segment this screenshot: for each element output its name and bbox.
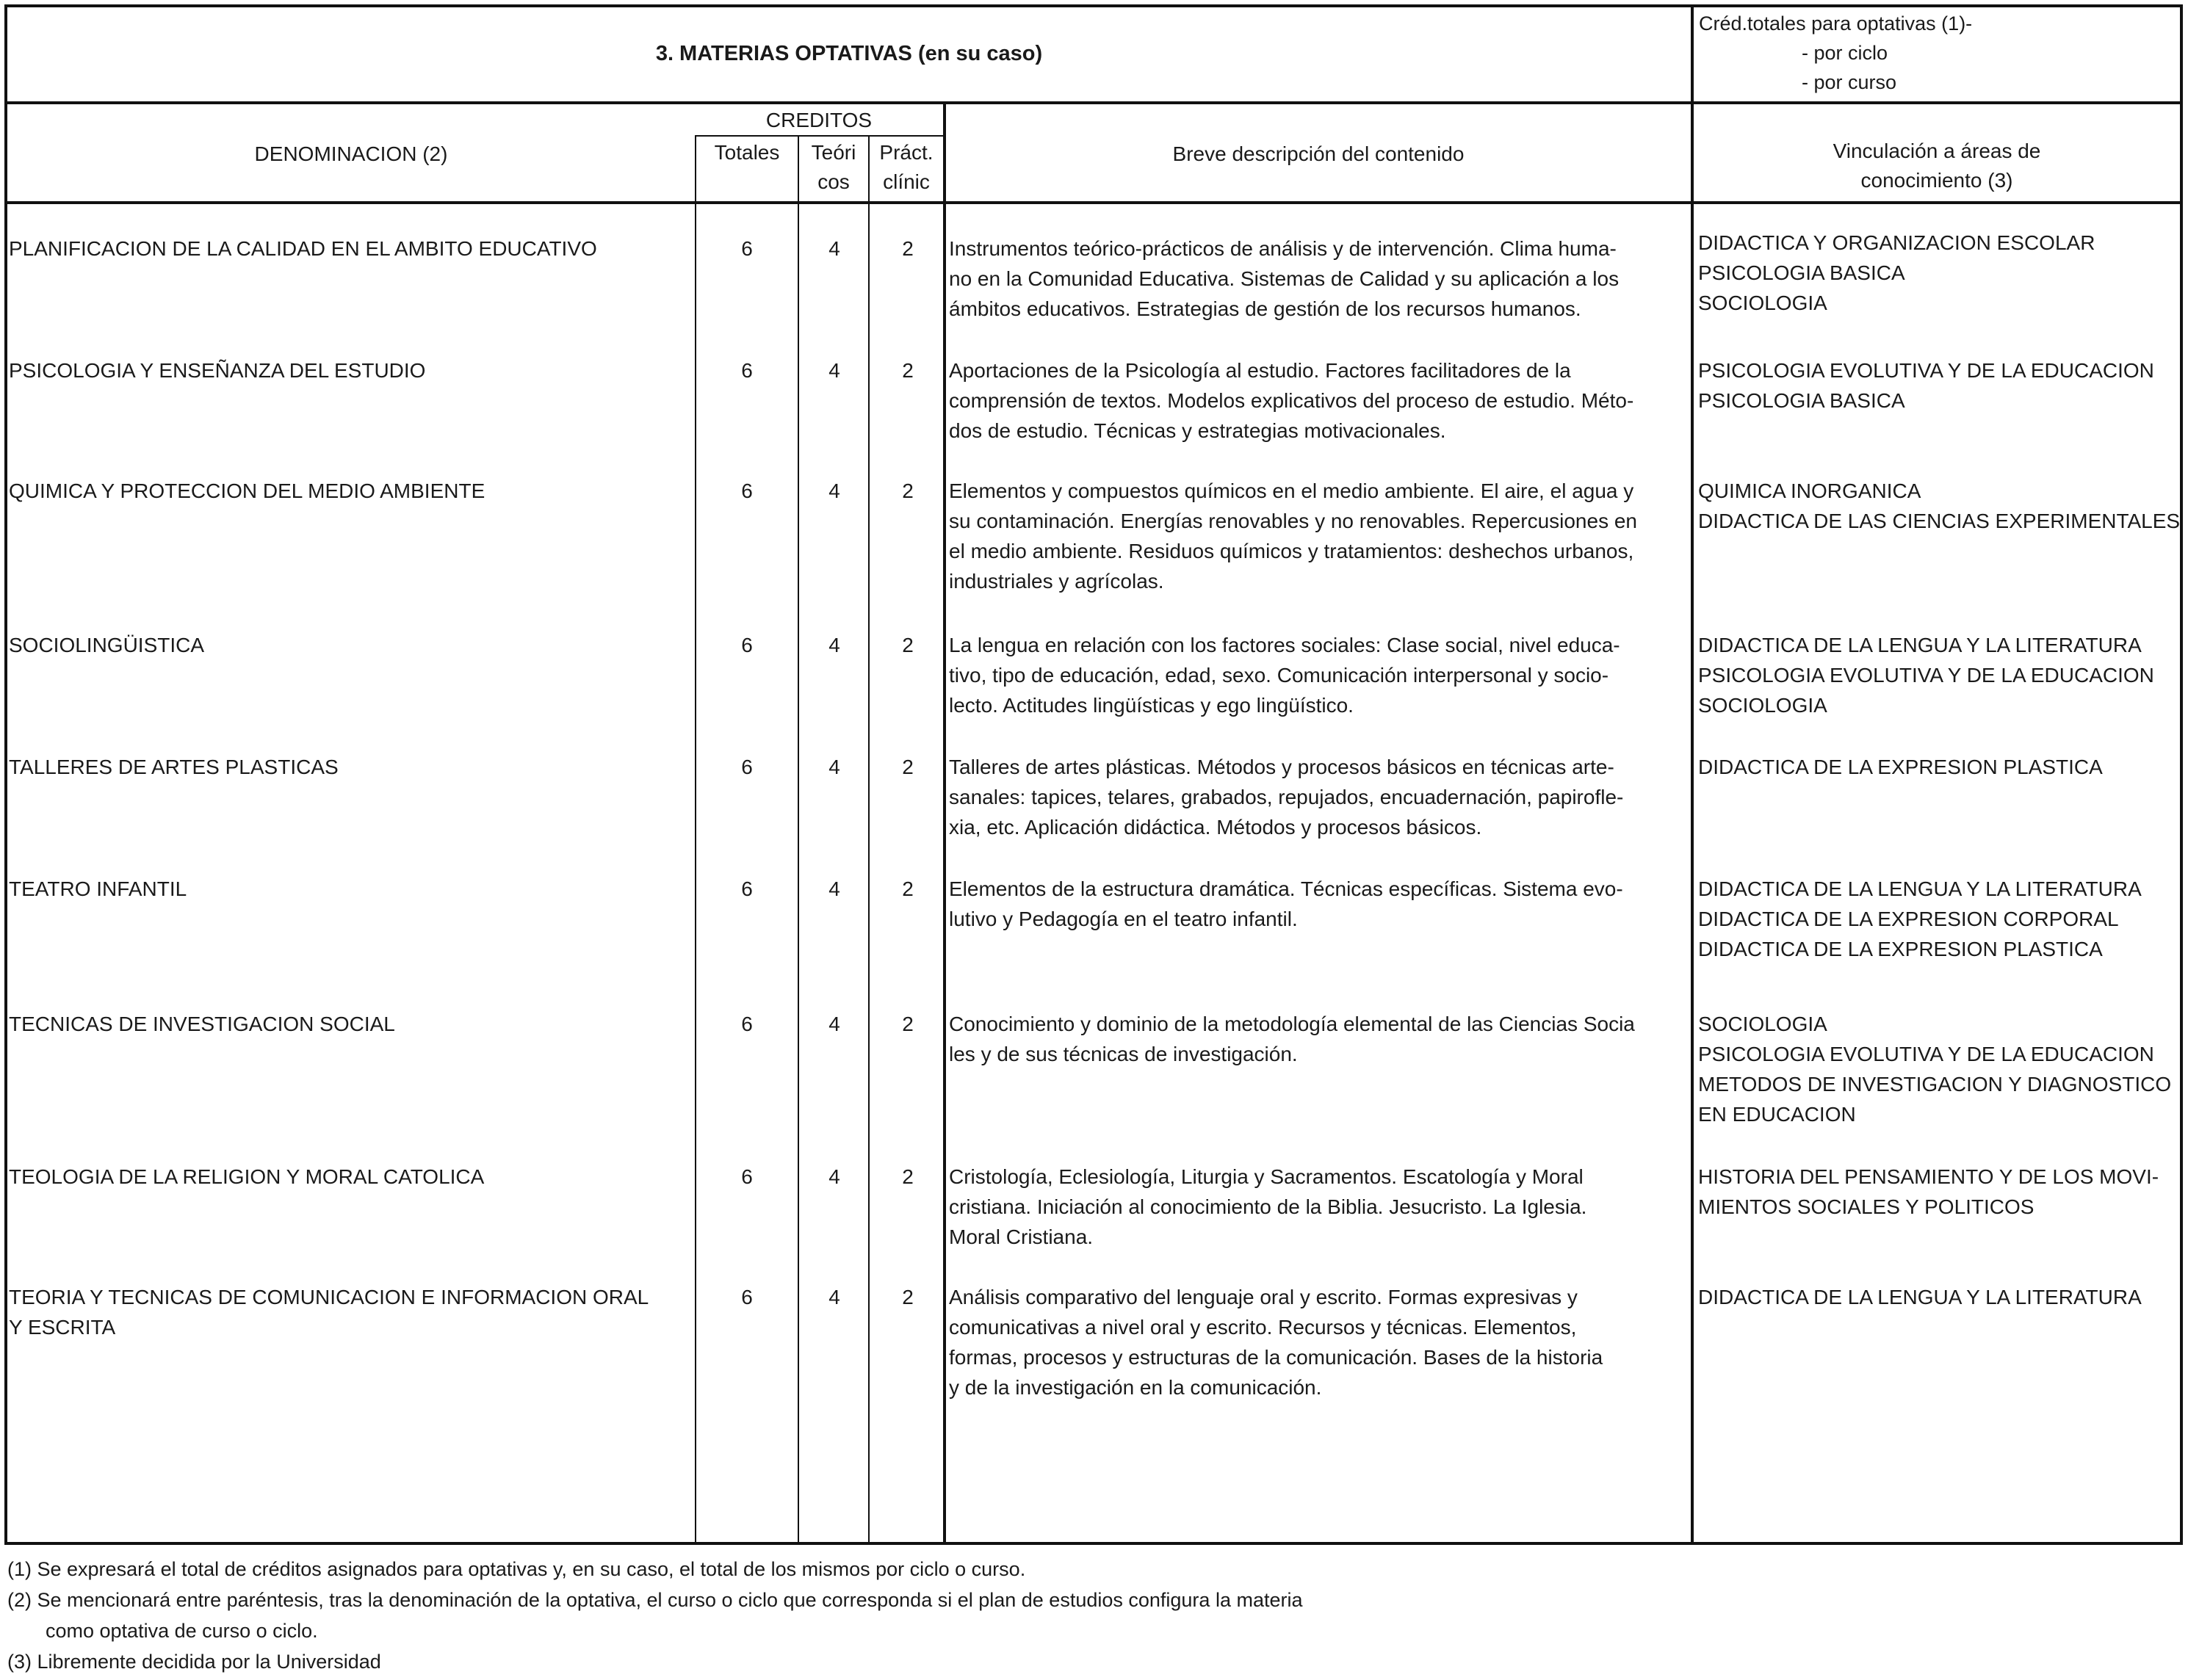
col-line-practicos — [868, 137, 870, 1543]
row-totales: 6 — [741, 479, 753, 502]
frame-left-line — [4, 4, 7, 1545]
row-practicos: 2 — [902, 877, 914, 900]
cred-line-2: - por ciclo — [1802, 42, 1888, 64]
row-teoricos: 4 — [828, 359, 840, 382]
row-teoricos: 4 — [828, 1165, 840, 1188]
row-practicos: 2 — [902, 479, 914, 502]
col-header-totales: Totales — [714, 141, 780, 164]
row-name: TEORIA Y TECNICAS DE COMUNICACION E INFORMACION ORAL Y ESCRITA — [9, 1286, 649, 1339]
row-areas: DIDACTICA DE LA LENGUA Y LA LITERATURA — [1698, 1286, 2142, 1308]
footnotes — [7, 1554, 1303, 1677]
section-title: 3. MATERIAS OPTATIVAS (en su caso) — [655, 41, 1043, 65]
row-totales: 6 — [741, 1013, 753, 1035]
row-practicos: 2 — [902, 359, 914, 382]
row-totales: 6 — [741, 237, 753, 260]
row-name: PLANIFICACION DE LA CALIDAD EN EL AMBITO EDUCATIVO — [9, 237, 597, 260]
row-description: La lengua en relación con los factores sociales: Clase social, nivel educa- tivo, tipo de educación, edad, sexo. Comunicación interpersonal y socio- lecto. Actitudes lingüísticas y ego lingüístico. — [949, 634, 1620, 717]
col-header-creditos: CREDITOS — [765, 109, 873, 131]
row-name: TECNICAS DE INVESTIGACION SOCIAL — [9, 1013, 395, 1035]
row-practicos: 2 — [902, 1165, 914, 1188]
row-areas: DIDACTICA DE LA LENGUA Y LA LITERATURA PSICOLOGIA EVOLUTIVA Y DE LA EDUCACION SOCIOLOGIA — [1698, 634, 2154, 717]
row-totales: 6 — [741, 877, 753, 900]
row-description: Elementos y compuestos químicos en el medio ambiente. El aire, el agua y su contaminación. Energías renovables y no renovables. Repercusiones en el medio ambiente. Residuos químicos y tratamientos: deshechos urbanos, industriales y agrícolas. — [949, 479, 1638, 593]
row-name: TALLERES DE ARTES PLASTICAS — [9, 756, 339, 778]
cred-line-3: - por curso — [1802, 71, 1897, 93]
row-teoricos: 4 — [828, 1013, 840, 1035]
row-practicos: 2 — [902, 237, 914, 260]
row-teoricos: 4 — [828, 237, 840, 260]
row-practicos: 2 — [902, 634, 914, 656]
row-areas: DIDACTICA DE LA LENGUA Y LA LITERATURA DIDACTICA DE LA EXPRESION CORPORAL DIDACTICA DE LA EXPRESION PLASTICA — [1698, 877, 2142, 960]
row-totales: 6 — [741, 359, 753, 382]
row-totales: 6 — [741, 756, 753, 778]
col-line-descripcion — [943, 103, 946, 1545]
row-areas: DIDACTICA DE LA EXPRESION PLASTICA — [1698, 756, 2103, 778]
row-name: SOCIOLINGÜISTICA — [9, 634, 205, 656]
col-header-practicos: Práct. clínic — [879, 141, 934, 193]
row-totales: 6 — [741, 1286, 753, 1308]
row-name: PSICOLOGIA Y ENSEÑANZA DEL ESTUDIO — [9, 359, 426, 382]
row-teoricos: 4 — [828, 634, 840, 656]
row-name: QUIMICA Y PROTECCION DEL MEDIO AMBIENTE — [9, 479, 485, 502]
row-areas: QUIMICA INORGANICA DIDACTICA DE LAS CIENCIAS EXPERIMENTALES — [1698, 479, 2181, 532]
row-description: Aportaciones de la Psicología al estudio. Factores facilitadores de la comprensión de textos. Modelos explicativos del proceso de estudio. Méto- dos de estudio. Técnicas y estrategias motivacionales. — [949, 359, 1634, 442]
column-header-bottom-line — [4, 201, 2183, 204]
row-teoricos: 4 — [828, 877, 840, 900]
frame-bottom-line — [4, 1542, 2183, 1545]
row-description: Cristología, Eclesiología, Liturgia y Sacramentos. Escatología y Moral cristiana. Iniciación al conocimiento de la Biblia. Jesucristo. La Iglesia. Moral Cristiana. — [949, 1165, 1587, 1248]
row-areas: HISTORIA DEL PENSAMIENTO Y DE LOS MOVI- MIENTOS SOCIALES Y POLITICOS — [1698, 1165, 2159, 1218]
row-teoricos: 4 — [828, 1286, 840, 1308]
footnote-1: (1) Se expresará el total de créditos asignados para optativas y, en su caso, el total de los mismos por ciclo o curso. — [7, 1558, 1026, 1580]
col-header-vinculacion: Vinculación a áreas de conocimiento (3) — [1833, 140, 2041, 192]
row-teoricos: 4 — [828, 479, 840, 502]
cred-line-1: Créd.totales para optativas (1)- — [1699, 12, 1973, 35]
row-totales: 6 — [741, 1165, 753, 1188]
row-totales: 6 — [741, 634, 753, 656]
footnote-2: (2) Se mencionará entre paréntesis, tras la denominación de la optativa, el curso o ciclo que corresponda si el plan de estudios configura la materia — [7, 1589, 1303, 1611]
row-areas: DIDACTICA Y ORGANIZACION ESCOLAR PSICOLOGIA BASICA SOCIOLOGIA — [1698, 231, 2095, 314]
row-name: TEATRO INFANTIL — [9, 877, 187, 900]
col-header-denominacion: DENOMINACION (2) — [254, 142, 448, 165]
footnote-2-continued: como optativa de curso o ciclo. — [46, 1620, 318, 1642]
row-description: Elementos de la estructura dramática. Técnicas específicas. Sistema evo- lutivo y Pedagogía en el teatro infantil. — [949, 877, 1623, 930]
col-line-totales — [695, 137, 696, 1543]
col-line-teoricos — [798, 137, 799, 1543]
row-practicos: 2 — [902, 1013, 914, 1035]
row-name: TEOLOGIA DE LA RELIGION Y MORAL CATOLICA — [9, 1165, 485, 1188]
row-areas: SOCIOLOGIA PSICOLOGIA EVOLUTIVA Y DE LA EDUCACION METODOS DE INVESTIGACION Y DIAGNOSTICO EN EDUCACION — [1698, 1013, 2172, 1126]
row-areas: PSICOLOGIA EVOLUTIVA Y DE LA EDUCACION PSICOLOGIA BASICA — [1698, 359, 2154, 412]
creditos-totales-optativas — [1693, 9, 2178, 97]
row-practicos: 2 — [902, 756, 914, 778]
creditos-underline — [695, 135, 943, 137]
col-header-teoricos: Teóri cos — [811, 141, 856, 193]
row-description: Talleres de artes plásticas. Métodos y procesos básicos en técnicas arte- sanales: tapices, telares, grabados, repujados, encuadernación, papirofle- xia, etc. Aplicación didáctica. Métodos y procesos básicos. — [949, 756, 1624, 839]
row-description: Análisis comparativo del lenguaje oral y escrito. Formas expresivas y comunicativas a nivel oral y escrito. Recursos y técnicas. Elementos, formas, procesos y estructuras de la comunicación. Bases de la historia y de la investigación en la comunicación. — [949, 1286, 1603, 1399]
row-description: Conocimiento y dominio de la metodología elemental de las Ciencias Socia les y de sus técnicas de investigación. — [949, 1013, 1635, 1065]
col-header-descripcion: Breve descripción del contenido — [1172, 142, 1465, 165]
row-teoricos: 4 — [828, 756, 840, 778]
row-description: Instrumentos teórico-prácticos de análisis y de intervención. Clima huma- no en la Comunidad Educativa. Sistemas de Calidad y su aplicación a los ámbitos educativos. Estrategias de gestión de los recursos humanos. — [949, 237, 1620, 320]
footnote-3: (3) Libremente decidida por la Universidad — [7, 1651, 381, 1673]
row-practicos: 2 — [902, 1286, 914, 1308]
